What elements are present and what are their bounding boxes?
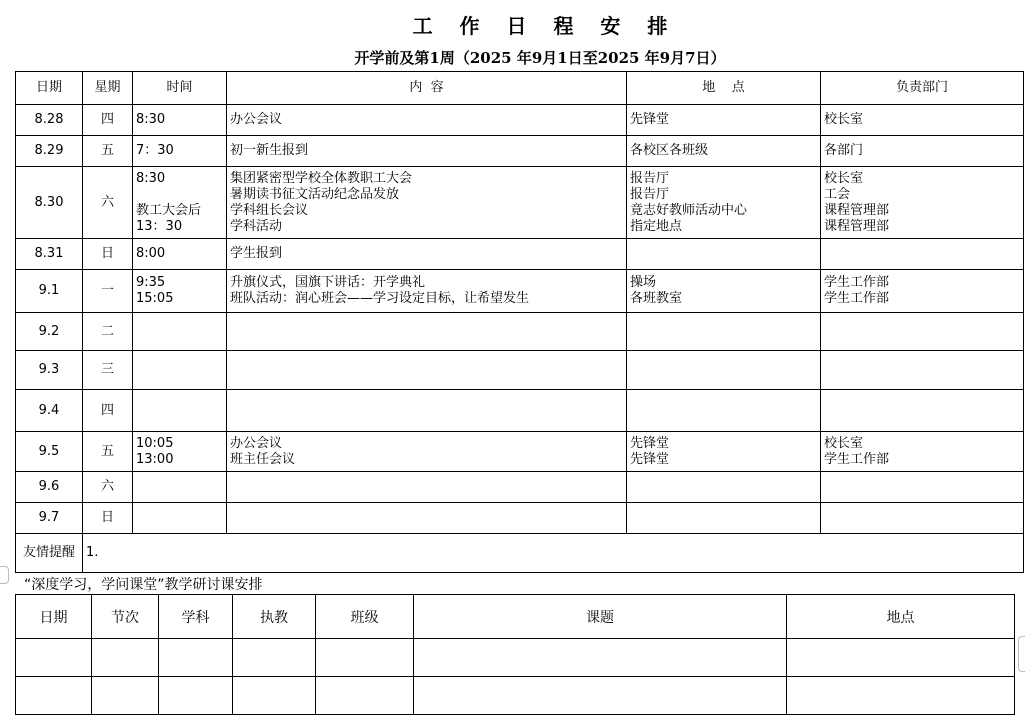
teaching-section-title: “深度学习，学问课堂”教学研讨课安排 — [24, 577, 263, 593]
cell-content — [227, 313, 627, 351]
cell-content — [227, 351, 627, 390]
dept-line: 学生工作部 — [824, 451, 890, 467]
content-line: 办公会议 — [230, 435, 283, 451]
cell-dept: 校长室 — [821, 105, 1024, 136]
dept-line: 课程管理部 — [824, 202, 890, 218]
location-line: 各班教室 — [630, 291, 683, 306]
cell-dept — [821, 432, 1024, 472]
cell-time — [133, 167, 227, 239]
teaching-cell[interactable] — [159, 639, 233, 677]
time-line: 13：30 — [136, 218, 183, 234]
schedule-row — [16, 270, 1024, 313]
cell-location — [627, 270, 821, 313]
schedule-row — [16, 313, 1024, 351]
cell-location — [627, 351, 821, 390]
schedule-header-row — [16, 72, 1024, 105]
right-margin-marker — [1018, 636, 1025, 672]
content-line: 学科活动 — [230, 218, 283, 234]
header-date: 日期 — [16, 72, 83, 105]
cell-location — [627, 239, 821, 270]
time-line: 15:05 — [136, 291, 174, 306]
cell-content — [227, 472, 627, 503]
reminder-label: 友情提醒 — [16, 534, 83, 573]
cell-weekday: 日 — [83, 239, 133, 270]
teaching-cell[interactable] — [16, 677, 92, 715]
schedule-table — [15, 71, 1024, 573]
cell-date: 9.6 — [16, 472, 83, 503]
cell-date: 8.28 — [16, 105, 83, 136]
teaching-header-date: 日期 — [16, 595, 92, 639]
teaching-cell[interactable] — [414, 677, 787, 715]
cell-weekday: 三 — [83, 351, 133, 390]
dept-line: 校长室 — [824, 170, 864, 186]
cell-time: 8:30 — [133, 105, 227, 136]
cell-date: 8.31 — [16, 239, 83, 270]
teaching-cell[interactable] — [316, 639, 414, 677]
cell-date: 8.30 — [16, 167, 83, 239]
time-line: 9:35 — [136, 275, 166, 290]
schedule-row — [16, 239, 1024, 270]
dept-line: 学生工作部 — [824, 291, 890, 306]
cell-time — [133, 270, 227, 313]
teaching-table — [15, 594, 1015, 715]
teaching-header-class: 班级 — [316, 595, 414, 639]
cell-content — [227, 270, 627, 313]
cell-weekday: 日 — [83, 503, 133, 534]
teaching-cell[interactable] — [316, 677, 414, 715]
dept-line: 校长室 — [824, 435, 864, 451]
cell-weekday: 六 — [83, 472, 133, 503]
header-location: 地 点 — [627, 72, 821, 105]
time-line: 8:30 — [136, 170, 166, 186]
teaching-cell[interactable] — [92, 639, 159, 677]
location-line: 报告厅 — [630, 170, 670, 186]
reminder-text[interactable]: 1. — [83, 534, 1024, 573]
schedule-row — [16, 351, 1024, 390]
cell-time — [133, 503, 227, 534]
content-line: 升旗仪式，国旗下讲话：开学典礼 — [230, 275, 426, 290]
reminder-row — [16, 534, 1024, 573]
page-subtitle: 开学前及第1周（2025 年9月1日至2025 年9月7日） — [354, 49, 726, 67]
cell-weekday: 四 — [83, 390, 133, 432]
location-line: 先锋堂 — [630, 451, 670, 467]
teaching-header-topic: 课题 — [414, 595, 787, 639]
schedule-row — [16, 136, 1024, 167]
cell-date: 9.1 — [16, 270, 83, 313]
teaching-cell[interactable] — [787, 639, 1015, 677]
cell-content: 初一新生报到 — [227, 136, 627, 167]
location-line: 竟志好教师活动中心 — [630, 202, 748, 218]
content-line: 集团紧密型学校全体教职工大会 — [230, 170, 413, 186]
cell-dept — [821, 167, 1024, 239]
cell-dept: 各部门 — [821, 136, 1024, 167]
time-line: 10:05 — [136, 435, 174, 451]
cell-time — [133, 351, 227, 390]
teaching-cell[interactable] — [233, 639, 316, 677]
header-content: 内 容 — [227, 72, 627, 105]
schedule-row — [16, 503, 1024, 534]
content-line: 班队活动：润心班会——学习设定目标，让希望发生 — [230, 291, 530, 306]
cell-date: 9.5 — [16, 432, 83, 472]
teaching-header-teacher: 执教 — [233, 595, 316, 639]
cell-content — [227, 432, 627, 472]
cell-dept — [821, 351, 1024, 390]
cell-content — [227, 390, 627, 432]
cell-dept — [821, 503, 1024, 534]
content-line: 学科组长会议 — [230, 202, 309, 218]
cell-content: 学生报到 — [227, 239, 627, 270]
cell-location — [627, 313, 821, 351]
time-line: 13:00 — [136, 451, 174, 467]
header-weekday: 星期 — [83, 72, 133, 105]
header-time: 时间 — [133, 72, 227, 105]
dept-line: 课程管理部 — [824, 218, 890, 234]
header-dept: 负责部门 — [821, 72, 1024, 105]
cell-weekday: 五 — [83, 136, 133, 167]
schedule-row — [16, 432, 1024, 472]
teaching-cell[interactable] — [787, 677, 1015, 715]
teaching-cell[interactable] — [233, 677, 316, 715]
cell-date: 9.2 — [16, 313, 83, 351]
teaching-cell[interactable] — [159, 677, 233, 715]
teaching-header-location: 地点 — [787, 595, 1015, 639]
cell-location: 先锋堂 — [627, 105, 821, 136]
schedule-row — [16, 472, 1024, 503]
cell-content — [227, 503, 627, 534]
teaching-header-period: 节次 — [92, 595, 159, 639]
cell-time: 7：30 — [133, 136, 227, 167]
cell-weekday: 五 — [83, 432, 133, 472]
cell-weekday: 四 — [83, 105, 133, 136]
schedule-row — [16, 390, 1024, 432]
content-line: 班主任会议 — [230, 451, 296, 467]
dept-line: 学生工作部 — [824, 275, 890, 290]
cell-content: 办公会议 — [227, 105, 627, 136]
location-line: 指定地点 — [630, 218, 683, 234]
cell-dept — [821, 390, 1024, 432]
teaching-cell[interactable] — [92, 677, 159, 715]
teaching-header-subject: 学科 — [159, 595, 233, 639]
cell-content — [227, 167, 627, 239]
cell-weekday: 六 — [83, 167, 133, 239]
cell-time — [133, 313, 227, 351]
teaching-row — [16, 677, 1015, 715]
left-margin-marker — [0, 566, 9, 584]
cell-date: 9.4 — [16, 390, 83, 432]
schedule-row — [16, 167, 1024, 239]
time-line: 教工大会后 — [136, 202, 202, 218]
schedule-row — [16, 105, 1024, 136]
location-line: 报告厅 — [630, 186, 670, 202]
cell-time — [133, 390, 227, 432]
cell-location: 各校区各班级 — [627, 136, 821, 167]
teaching-cell[interactable] — [16, 639, 92, 677]
cell-location — [627, 390, 821, 432]
cell-dept — [821, 270, 1024, 313]
location-line: 操场 — [630, 275, 657, 290]
cell-location — [627, 503, 821, 534]
cell-weekday: 一 — [83, 270, 133, 313]
cell-time: 8:00 — [133, 239, 227, 270]
cell-dept — [821, 239, 1024, 270]
teaching-header-row — [16, 595, 1015, 639]
cell-location — [627, 432, 821, 472]
teaching-cell[interactable] — [414, 639, 787, 677]
content-line: 暑期读书征文活动纪念品发放 — [230, 186, 400, 202]
cell-date: 9.3 — [16, 351, 83, 390]
page-title: 工 作 日 程 安 排 — [412, 14, 678, 38]
cell-dept — [821, 313, 1024, 351]
teaching-row — [16, 639, 1015, 677]
location-line: 先锋堂 — [630, 435, 670, 451]
cell-location — [627, 472, 821, 503]
cell-date: 8.29 — [16, 136, 83, 167]
cell-dept — [821, 472, 1024, 503]
cell-time — [133, 432, 227, 472]
cell-location — [627, 167, 821, 239]
cell-date: 9.7 — [16, 503, 83, 534]
dept-line: 工会 — [824, 186, 851, 202]
cell-weekday: 二 — [83, 313, 133, 351]
cell-time — [133, 472, 227, 503]
